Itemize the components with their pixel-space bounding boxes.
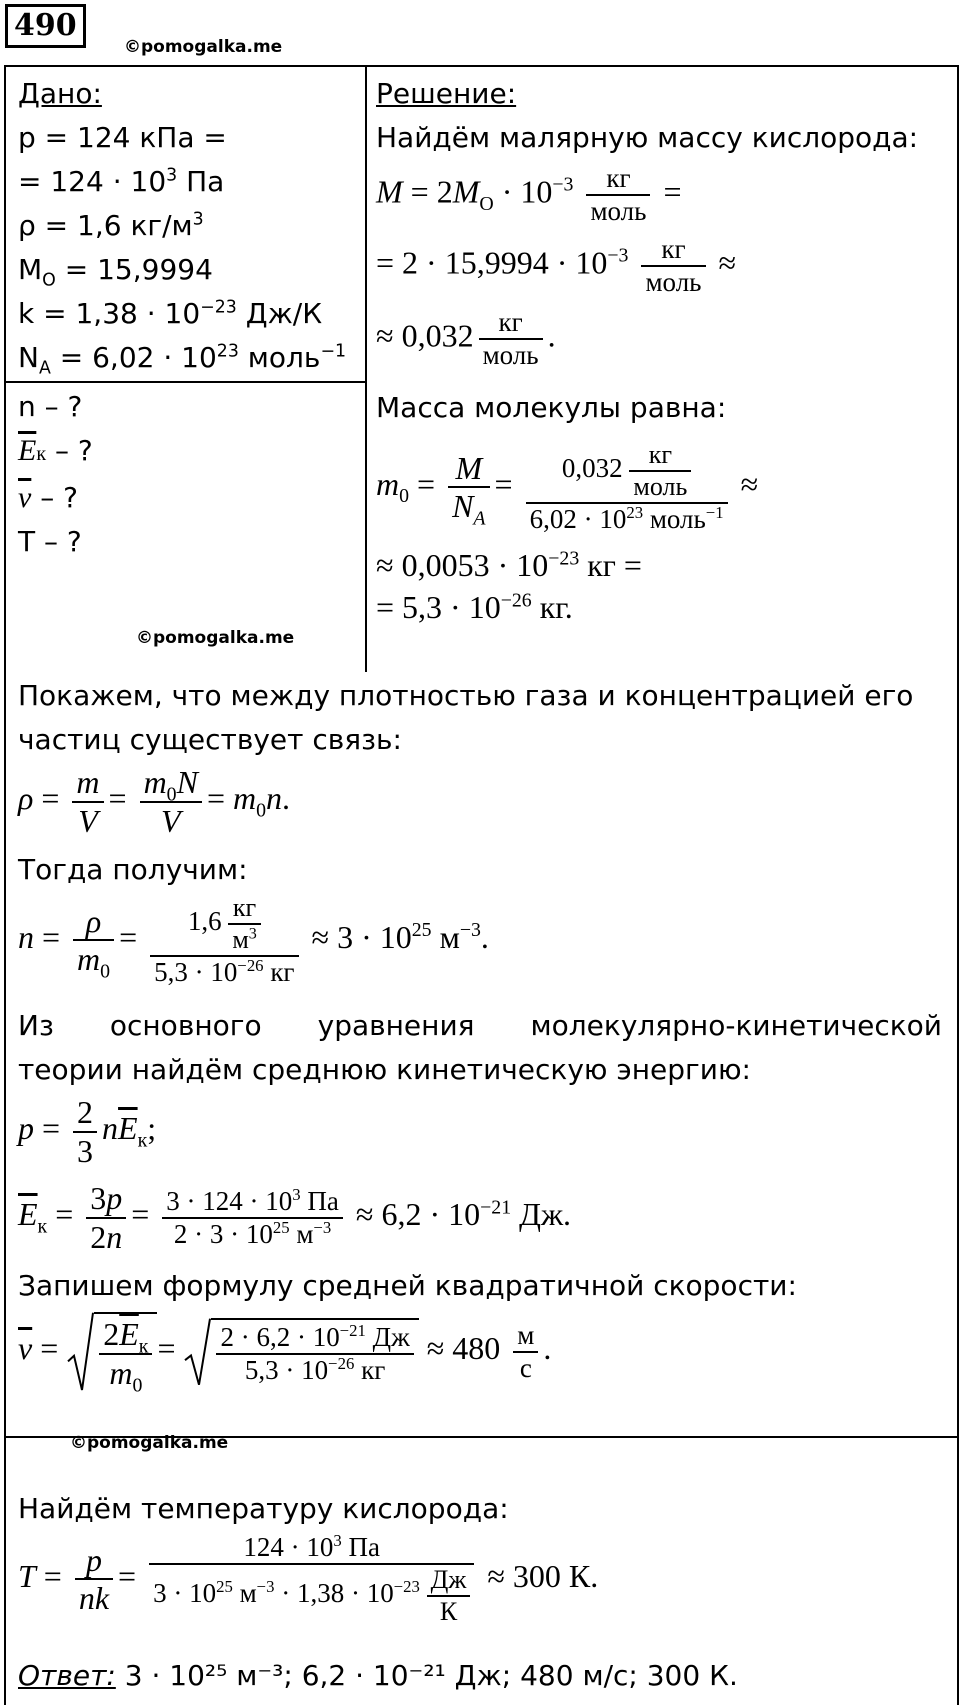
formula-speed: $\overline{v}$ = $\frac{2\overline{E}_к}{m_0}$ = $\frac{2 \cdot 6,2 \cdot 10^{-21} Дж}{5,3 \cdot 10^{-26} кг}$ ≈ 480 $\frac{м}{с}$ . [18, 1312, 551, 1392]
given-boltzmann: $k = 1,38 \cdot 10^{-23}$ Дж/К [18, 297, 323, 330]
given-title: Дано: [18, 77, 102, 110]
find-section [18, 385, 93, 564]
answer-label: Ответ: [18, 1659, 116, 1692]
formula-pressure: p = $\frac{2}{3}$ $n\overline{E}_к$; [18, 1094, 157, 1169]
table-right-border [957, 65, 959, 1705]
given-pressure: p = 124 кПа = [18, 121, 227, 154]
formula-energy: $\overline{E}_к$ = $\frac{3p}{2n}$ = $\frac{3 \cdot 124 \cdot 10^3 Па}{2 \cdot 3 \cdot 10^{25} м^{-3}}$ ≈ $6,2 \cdot 10^{-21}$ Дж. [18, 1180, 572, 1255]
watermark-mid: ©pomogalka.me [136, 628, 295, 648]
energy-intro-line1: Из основного уравнения молекулярно-кинетической [18, 1009, 942, 1042]
given-section [18, 72, 346, 380]
energy-intro-line2: теории найдём среднюю кинетическую энергию: [18, 1053, 751, 1086]
formula-molecule-mass-calc: ≈ $0,0053 \cdot 10^{-23}$ кг = [376, 547, 642, 583]
formula-molar-mass: $M = 2M_O \cdot 10^{-3}$ $\frac{кг}{\text{моль}}$ = [376, 163, 682, 227]
formula-temperature: T = $\frac{p}{nk}$ = $124 \cdot 10^3$ Па $3 \cdot 10^{25}$ $м^{-3} \cdot 1,38 \cdot 10^{-23}$ $\frac{Дж}{К}$ ≈ 300 К. [18, 1531, 599, 1626]
given-density: ρ = 1,6 $кг/м^3$ [18, 209, 204, 242]
answer-line [18, 1654, 738, 1698]
molar-mass-intro: Найдём малярную массу кислорода: [376, 121, 919, 154]
given-avogadro: $N_A = 6,02 \cdot 10^{23}$ моль$^{-1}$ [18, 341, 347, 379]
molecule-mass-intro: Масса молекулы равна: [376, 391, 727, 424]
then-label: Тогда получим: [18, 853, 248, 886]
given-atomic-mass: $M_O = 15,9994$ [18, 253, 213, 291]
formula-molecule-mass: $m_0$ = $\frac{M}{N_A}$ = 0,032 $\frac{кг}{\text{моль}}$ $6,02 \cdot 10^{23}$ моль$^{-1}$ ≈ [376, 440, 759, 534]
column-divider [365, 65, 367, 672]
given-find-divider [4, 381, 367, 383]
watermark-top: ©pomogalka.me [124, 37, 283, 57]
find-energy: $\overline{E}к$ – ? [18, 434, 93, 467]
solution-title-block [376, 72, 918, 160]
solution-title: Решение: [376, 77, 517, 110]
formula-concentration: n = $\frac{\rho}{m_0}$ = 1,6 $\frac{кг}{м^3}$ $5,3 \cdot 10^{-26}$ кг ≈ $3 \cdot 10^{25}$ $м^{-3}$. [18, 893, 489, 987]
table-top-border [4, 65, 959, 67]
sqrt-symbol: $\frac{2\overline{E}_к}{m_0}$ [66, 1312, 157, 1392]
find-temperature: T – ? [18, 525, 82, 558]
formula-density: ρ = $\frac{m}{V}$ = $\frac{m_0N}{V}$ = $m_0n$. [18, 764, 291, 839]
problem-number: 490 [5, 4, 86, 48]
speed-intro: Запишем формулу средней квадратичной скорости: [18, 1269, 797, 1302]
formula-molecule-mass-result: = $5,3 \cdot 10^{-26}$ кг. [376, 589, 573, 625]
watermark-bottom: ©pomogalka.me [70, 1433, 229, 1453]
table-left-border [4, 65, 6, 1705]
density-intro: Покажем, что между плотностью газа и концентрацией его частиц существует связь: [18, 679, 914, 756]
formula-molar-mass-result: ≈ 0,032 $\frac{кг}{\text{моль}}$ . [376, 307, 556, 371]
answer-text: 3 · 10²⁵ м⁻³; 6,2 · 10⁻²¹ Дж; 480 м/с; 300 К. [124, 1659, 738, 1692]
given-pressure-si: = $124 \cdot 10^3$ Па [18, 165, 225, 198]
find-speed: $\overline{v}$ – ? [18, 481, 78, 514]
find-n: n – ? [18, 390, 83, 423]
temperature-intro: Найдём температуру кислорода: [18, 1492, 509, 1525]
formula-molar-mass-calc: = $2 \cdot 15,9994 \cdot 10^{-3}$ $\frac{кг}{\text{моль}}$ ≈ [376, 234, 737, 298]
sqrt-symbol: $\frac{2 \cdot 6,2 \cdot 10^{-21} Дж}{5,3 \cdot 10^{-26} кг}$ [183, 1318, 418, 1386]
